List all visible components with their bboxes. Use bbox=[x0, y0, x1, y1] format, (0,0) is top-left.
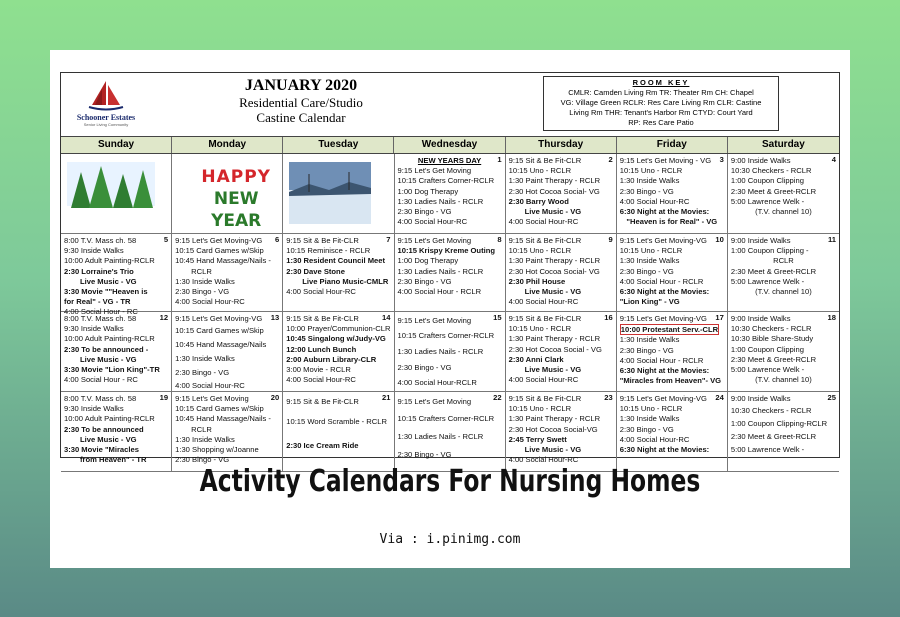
activity: 2:30 Meet & Greet-RCLR bbox=[730, 266, 817, 276]
activity: 10:15 Uno - RCLR bbox=[508, 166, 572, 176]
activity: 2:30 Hot Cocoa Social-VG bbox=[508, 424, 598, 434]
activity: 4:00 Social Hour-RC bbox=[397, 217, 468, 227]
day-cell-jan-8 bbox=[395, 234, 506, 312]
activity: 9:15 Let's Get Moving-VG bbox=[619, 236, 707, 245]
activity: 2:30 Anni Clark bbox=[508, 354, 564, 364]
activity: 2:30 Dave Stone bbox=[286, 266, 345, 276]
activity: 9:00 Inside Walks bbox=[730, 156, 791, 165]
day-number: 25 bbox=[827, 393, 836, 402]
activity: "Heaven is for Real" - VG bbox=[626, 217, 718, 227]
activity: 9:15 Let's Get Moving bbox=[397, 166, 472, 176]
activity: 1:30 Inside Walks bbox=[175, 434, 235, 444]
activity: 3:30 Movie ""Heaven is bbox=[64, 287, 148, 297]
day-number: 6 bbox=[275, 235, 280, 244]
activity: 9:15 Sit & Be Fit-CLR bbox=[286, 314, 359, 323]
activity: 10:45 Hand Massage/Nails bbox=[175, 340, 267, 350]
day-number: 16 bbox=[604, 313, 613, 322]
day-cell-jan-19 bbox=[61, 392, 172, 472]
activity: 3:30 Movie "Lion King"-TR bbox=[64, 365, 160, 375]
day-cell-jan-20 bbox=[172, 392, 283, 472]
activity: 2:30 To be announced bbox=[64, 424, 144, 434]
activity: 4:00 Social Hour-RC bbox=[286, 287, 356, 297]
activity: 10:30 Checkers - RCLR bbox=[730, 166, 812, 176]
activity: 9:30 Inside Walks bbox=[64, 404, 124, 414]
activity: 10:15 Uno - RCLR bbox=[508, 246, 572, 256]
day-cell-jan-10 bbox=[617, 234, 728, 312]
weekday-wednesday: Wednesday bbox=[394, 137, 505, 153]
room-key-line: RP: Res Care Patio bbox=[628, 118, 694, 127]
activity: 4:00 Social Hour-RC bbox=[508, 297, 579, 307]
activity: (T.V. channel 10) bbox=[755, 375, 812, 385]
day-number: 24 bbox=[715, 393, 724, 402]
activity: 2:30 Bingo - VG bbox=[397, 363, 452, 372]
activity: "Miracles from Heaven"- VG bbox=[619, 376, 722, 386]
activity: 9:00 Inside Walks bbox=[730, 236, 791, 245]
activity: 1:00 Dog Therapy bbox=[397, 186, 459, 196]
activity: 10:00 Adult Painting-RCLR bbox=[64, 256, 155, 266]
weekday-header-row bbox=[61, 137, 839, 154]
activity: Live Music - VG bbox=[524, 445, 582, 455]
weekday-monday: Monday bbox=[172, 137, 283, 153]
day-number: 22 bbox=[493, 393, 502, 402]
snowy-field-picture bbox=[289, 162, 371, 224]
day-cell-jan-23 bbox=[506, 392, 617, 472]
activity: 8:00 T.V. Mass ch. 58 bbox=[64, 236, 137, 245]
day-number: 4 bbox=[831, 155, 836, 164]
weekday-saturday: Saturday bbox=[762, 139, 805, 150]
activity: from Heaven" - TR bbox=[80, 455, 147, 465]
activity: 9:00 Inside Walks bbox=[730, 394, 791, 403]
day-cell-jan-25 bbox=[728, 392, 839, 472]
schooner-estates-logo bbox=[67, 79, 145, 131]
activity: Live Music - VG bbox=[80, 276, 137, 286]
activity: 1:30 Ladies Nails - RCLR bbox=[397, 196, 484, 206]
day-number: 9 bbox=[608, 235, 613, 244]
day-number: 3 bbox=[719, 155, 724, 164]
activity: Live Music - VG bbox=[80, 434, 137, 444]
day-cell-jan-2 bbox=[506, 154, 617, 234]
calendar-grid bbox=[61, 154, 839, 472]
activity: 1:30 Inside Walks bbox=[619, 414, 680, 424]
activity: 9:15 Let's Get Moving - VG bbox=[619, 156, 712, 165]
activity: 9:30 Inside Walks bbox=[64, 246, 124, 256]
new-year-text: NEW YEAR bbox=[211, 189, 262, 231]
happy-new-year-picture bbox=[190, 166, 282, 232]
activity: 10:15 Krispy Kreme Outing bbox=[397, 246, 495, 256]
calendar-subtitle-2: Castine Calendar bbox=[256, 110, 346, 125]
activity: 10:45 Singalong w/Judy-VG bbox=[286, 334, 386, 344]
activity: 9:15 Sit & Be Fit-CLR bbox=[508, 394, 582, 403]
room-key-line: CMLR: Camden Living Rm TR: Theater Rm CH: Chapel bbox=[568, 88, 754, 97]
activity: 10:15 Reminisce - RCLR bbox=[286, 246, 371, 256]
activity: 2:30 Meet & Greet-RCLR bbox=[730, 186, 817, 196]
caption-title: Activity Calendars For Nursing Homes bbox=[199, 464, 701, 499]
day-number: 20 bbox=[270, 393, 280, 402]
room-key-title: ROOM KEY bbox=[632, 78, 690, 87]
activity: 10:30 Checkers - RCLR bbox=[730, 406, 812, 416]
activity: 2:30 Bingo - VG bbox=[619, 266, 674, 276]
activity: 3:00 Movie - RCLR bbox=[286, 365, 351, 375]
activity: 9:15 Let's Get Moving bbox=[397, 236, 472, 245]
day-cell-jan-22 bbox=[395, 392, 506, 472]
day-cell-jan-9 bbox=[506, 234, 617, 312]
calendar-titles bbox=[181, 77, 421, 125]
activity: 1:30 Inside Walks bbox=[619, 256, 680, 266]
activity: 1:00 Coupon Clipping bbox=[730, 344, 804, 354]
logo-tagline: Senior Living Community bbox=[83, 122, 129, 127]
activity: 10:15 Uno - RCLR bbox=[619, 246, 683, 256]
day-cell-jan-4 bbox=[728, 154, 839, 234]
calendar-image bbox=[60, 72, 840, 465]
activity: 5:00 Lawrence Welk - bbox=[730, 196, 805, 206]
activity: 1:30 Inside Walks bbox=[175, 276, 235, 286]
activity: 9:15 Let's Get Moving-VG bbox=[619, 394, 707, 403]
activity: 2:30 Hot Cocoa Social - VG bbox=[508, 344, 602, 354]
day-cell-picture-snowy-field bbox=[283, 154, 394, 234]
activity: 4:00 Social Hour-RC bbox=[619, 196, 690, 206]
activity: 4:00 Social Hour - RCLR bbox=[619, 355, 704, 365]
activity: for Real" - VG - TR bbox=[64, 297, 131, 307]
weekday-thursday: Thursday bbox=[506, 137, 617, 153]
activity: 1:30 Ladies Nails - RCLR bbox=[397, 347, 484, 356]
activity: 4:00 Social Hour-RC bbox=[286, 375, 356, 385]
activity: 9:15 Let's Get Moving bbox=[397, 316, 472, 325]
day-number: 21 bbox=[382, 393, 391, 402]
activity: 4:00 Social Hour - RCLR bbox=[619, 276, 704, 286]
activity: 8:00 T.V. Mass ch. 58 bbox=[64, 394, 137, 403]
activity: RCLR bbox=[191, 266, 212, 276]
activity: Live Music - VG bbox=[524, 207, 582, 217]
day-cell-jan-7 bbox=[283, 234, 394, 312]
activity: 1:30 Inside Walks bbox=[175, 354, 235, 364]
activity: 2:30 To be announced - bbox=[64, 344, 149, 354]
activity: 2:30 Bingo - VG bbox=[397, 450, 452, 459]
activity: RCLR bbox=[191, 424, 212, 434]
day-number: 23 bbox=[604, 393, 613, 402]
activity: 2:30 Bingo - VG bbox=[619, 186, 674, 196]
activity: 9:30 Inside Walks bbox=[64, 324, 124, 334]
activity: 10:15 Crafters Corner-RCLR bbox=[397, 176, 495, 186]
activity: 9:15 Let's Get Moving bbox=[397, 397, 472, 406]
activity: 10:00 Prayer/Communion-CLR bbox=[286, 324, 391, 334]
activity: 1:30 Inside Walks bbox=[619, 176, 680, 186]
day-number: 7 bbox=[386, 235, 391, 244]
day-number: 18 bbox=[827, 313, 836, 322]
activity: 9:15 Sit & Be Fit-CLR bbox=[286, 236, 359, 245]
activity: 4:00 Social Hour-RC bbox=[508, 375, 579, 385]
day-cell-jan-13 bbox=[172, 312, 283, 392]
day-number: 8 bbox=[497, 235, 502, 244]
activity: 1:30 Paint Therapy - RCLR bbox=[508, 414, 601, 424]
day-number: 13 bbox=[270, 313, 280, 322]
activity: 2:00 Auburn Library-CLR bbox=[286, 354, 377, 364]
activity: 1:00 Coupon Clipping - bbox=[730, 246, 809, 256]
activity: 1:30 Inside Walks bbox=[619, 335, 680, 345]
activity: 10:15 Uno - RCLR bbox=[508, 404, 572, 414]
activity: 1:30 Resident Council Meet bbox=[286, 256, 385, 266]
activity: 10:15 Crafters Corner-RCLR bbox=[397, 414, 495, 423]
activity: 2:30 Meet & Greet-RCLR bbox=[730, 432, 817, 442]
calendar-subtitle: Residential Care/Studio bbox=[239, 95, 363, 110]
source-credit: Via : i.pinimg.com bbox=[379, 532, 521, 547]
activity: 2:30 Bingo - VG bbox=[397, 276, 452, 286]
activity: 1:30 Ladies Nails - RCLR bbox=[397, 266, 484, 276]
activity: 2:30 Phil House bbox=[508, 276, 566, 286]
activity: 9:00 Inside Walks bbox=[730, 314, 791, 323]
activity: 2:30 Bingo - VG bbox=[619, 424, 674, 434]
day-number: 2 bbox=[608, 155, 613, 164]
day-number: 19 bbox=[159, 393, 169, 402]
activity: 12:00 Lunch Bunch bbox=[286, 344, 357, 354]
activity: 9:15 Let's Get Moving-VG bbox=[175, 314, 263, 323]
holiday-label: NEW YEARS DAY bbox=[417, 156, 482, 165]
activity: 10:30 Bible Share-Study bbox=[730, 334, 814, 344]
activity: 5:00 Lawrence Welk - bbox=[730, 276, 805, 286]
activity: 1:00 Dog Therapy bbox=[397, 256, 459, 266]
activity: 6:30 Night at the Movies: bbox=[619, 445, 710, 455]
activity: 1:30 Shopping w/Joanne bbox=[175, 445, 259, 455]
weekday-tuesday: Tuesday bbox=[283, 137, 394, 153]
weekday-sunday: Sunday bbox=[61, 137, 172, 153]
day-cell-jan-21 bbox=[283, 392, 394, 472]
activity: 5:00 Lawrence Welk - bbox=[730, 365, 805, 375]
activity: 1:30 Ladies Nails - RCLR bbox=[397, 432, 484, 441]
activity: 6:30 Night at the Movies: bbox=[619, 207, 710, 217]
day-cell-jan-16 bbox=[506, 312, 617, 392]
activity: 4:00 Social Hour-RC bbox=[175, 381, 245, 391]
activity: 10:30 Checkers - RCLR bbox=[730, 324, 812, 334]
activity: 4:00 Social Hour-RC bbox=[619, 434, 690, 444]
day-number: 10 bbox=[715, 235, 724, 244]
winter-trees-picture bbox=[67, 162, 155, 222]
activity: 2:30 Bingo - VG bbox=[619, 345, 674, 355]
activity: 9:15 Sit & Be Fit-CLR bbox=[508, 156, 582, 165]
activity: 1:30 Paint Therapy - RCLR bbox=[508, 256, 601, 266]
day-cell-jan-18 bbox=[728, 312, 839, 392]
activity: 6:30 Night at the Movies: bbox=[619, 287, 710, 297]
room-key-line: Living Rm THR: Tenant's Harbor Rm CTYD: Court Yard bbox=[569, 108, 753, 117]
activity: Live Music - VG bbox=[524, 365, 582, 375]
day-number: 15 bbox=[493, 313, 502, 322]
activity: 10:45 Hand Massage/Nails - bbox=[175, 256, 271, 266]
day-cell-jan-24 bbox=[617, 392, 728, 472]
activity: 2:30 Barry Wood bbox=[508, 196, 569, 206]
sailboat-icon bbox=[86, 79, 126, 113]
activity: 9:15 Let's Get Moving-VG bbox=[175, 236, 263, 245]
activity: 9:15 Let's Get Moving-VG bbox=[619, 314, 707, 323]
activity: 2:30 Bingo - VG bbox=[175, 287, 230, 297]
day-cell-jan-15 bbox=[395, 312, 506, 392]
day-cell-jan-5 bbox=[61, 234, 172, 317]
day-cell-picture-happy-new-year bbox=[172, 154, 283, 234]
activity: 4:00 Social Hour - RC bbox=[64, 375, 138, 385]
activity: 2:30 Hot Cocoa Social- VG bbox=[508, 266, 600, 276]
day-cell-jan-6 bbox=[172, 234, 283, 312]
day-number: 12 bbox=[159, 313, 169, 322]
happy-text: HAPPY bbox=[201, 167, 271, 187]
day-number: 1 bbox=[497, 155, 502, 164]
image-card bbox=[50, 50, 850, 568]
activity: 2:30 Bingo - VG bbox=[175, 455, 230, 465]
calendar-header bbox=[61, 73, 839, 137]
highlighted-activity: 10:00 Protestant Serv.-CLR bbox=[620, 325, 719, 335]
day-cell-jan-14 bbox=[283, 312, 394, 392]
activity: (T.V. channel 10) bbox=[755, 207, 812, 217]
activity: 2:30 Meet & Greet-RCLR bbox=[730, 354, 817, 364]
activity: 10:15 Crafters Corner-RCLR bbox=[397, 331, 495, 340]
activity: 10:15 Card Games w/Skip bbox=[175, 246, 264, 256]
day-cell-jan-1 bbox=[395, 154, 506, 234]
activity: 1:00 Coupon Clipping-RCLR bbox=[730, 419, 828, 429]
activity: 10:15 Uno - RCLR bbox=[619, 166, 683, 176]
day-cell-jan-11 bbox=[728, 234, 839, 312]
activity: 9:15 Sit & Be Fit-CLR bbox=[286, 397, 359, 406]
activity: 2:30 Hot Cocoa Social- VG bbox=[508, 186, 600, 196]
activity: 10:15 Word Scramble - RCLR bbox=[286, 417, 387, 426]
activity: 10:00 Adult Painting-RCLR bbox=[64, 414, 155, 424]
activity: 4:00 Social Hour - RCLR bbox=[397, 287, 482, 297]
day-number: 5 bbox=[163, 235, 169, 244]
activity: 2:30 Lorraine's Trio bbox=[64, 266, 134, 276]
activity: 2:30 Ice Cream Ride bbox=[286, 441, 359, 450]
activity: 4:00 Social Hour-RC bbox=[175, 297, 245, 307]
day-number: 17 bbox=[715, 313, 724, 322]
day-cell-jan-3 bbox=[617, 154, 728, 234]
activity: Live Music - VG bbox=[80, 354, 137, 364]
activity: 4:00 Social Hour-RCLR bbox=[397, 378, 477, 387]
day-cell-picture-trees bbox=[61, 154, 172, 234]
activity: 2:30 Bingo - VG bbox=[397, 207, 452, 217]
day-cell-jan-17 bbox=[617, 312, 728, 392]
activity: 9:15 Let's Get Moving bbox=[175, 394, 249, 403]
activity: 5:00 Lawrence Welk - bbox=[730, 445, 805, 455]
activity: 10:45 Hand Massage/Nails - bbox=[175, 414, 271, 424]
room-key bbox=[543, 76, 779, 131]
activity: 4:00 Social Hour - RC bbox=[64, 307, 138, 317]
activity: 3:30 Movie "Miracles bbox=[64, 445, 139, 455]
activity: 10:15 Card Games w/Skip bbox=[175, 404, 264, 414]
room-key-line: VG: Village Green RCLR: Res Care Living Rm CLR: Castine bbox=[560, 98, 762, 107]
activity: "Lion King" - VG bbox=[619, 297, 680, 307]
activity: 9:15 Sit & Be Fit-CLR bbox=[508, 236, 582, 245]
activity: 9:15 Sit & Be Fit-CLR bbox=[508, 314, 582, 323]
activity: 1:30 Paint Therapy - RCLR bbox=[508, 334, 601, 344]
activity: 1:00 Coupon Clipping bbox=[730, 176, 804, 186]
activity: 2:45 Terry Swett bbox=[508, 434, 567, 444]
activity: 1:30 Paint Therapy - RCLR bbox=[508, 176, 601, 186]
activity: (T.V. channel 10) bbox=[755, 287, 812, 297]
weekday-friday: Friday bbox=[617, 137, 728, 153]
day-number: 14 bbox=[382, 313, 391, 322]
day-cell-jan-12 bbox=[61, 312, 172, 392]
activity: RCLR bbox=[773, 256, 794, 266]
logo-name: Schooner Estates bbox=[76, 113, 136, 122]
activity: Live Piano Music-CMLR bbox=[302, 276, 389, 286]
calendar-title: JANUARY 2020 bbox=[244, 77, 358, 94]
activity: 6:30 Night at the Movies: bbox=[619, 366, 710, 376]
activity: 8:00 T.V. Mass ch. 58 bbox=[64, 314, 137, 323]
day-number: 11 bbox=[827, 235, 836, 244]
activity: 10:00 Adult Painting-RCLR bbox=[64, 334, 155, 344]
activity: 4:00 Social Hour-RC bbox=[508, 455, 579, 465]
activity: 10:15 Uno - RCLR bbox=[619, 404, 683, 414]
activity: 4:00 Social Hour-RC bbox=[508, 217, 579, 227]
caption bbox=[50, 462, 850, 502]
activity: 10:15 Card Games w/Skip bbox=[175, 326, 264, 336]
activity: 10:15 Uno - RCLR bbox=[508, 324, 572, 334]
activity: 2:30 Bingo - VG bbox=[175, 368, 230, 378]
activity: Live Music - VG bbox=[524, 287, 582, 297]
